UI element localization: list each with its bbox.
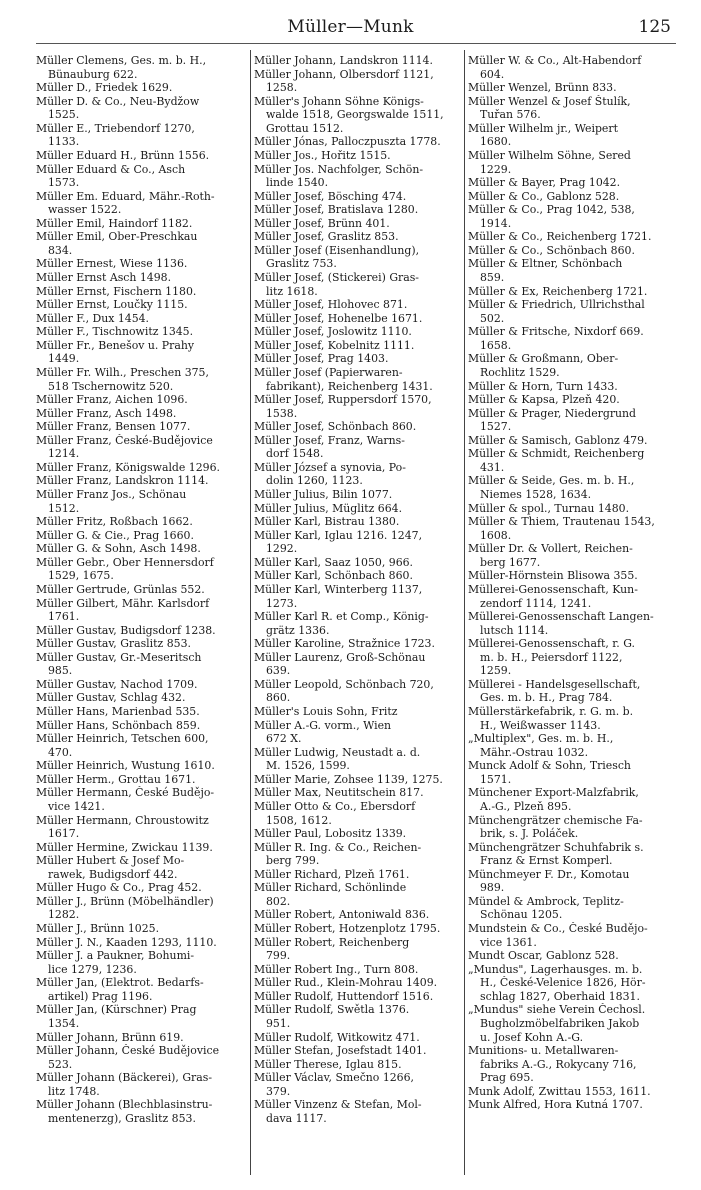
entry-continuation-line: 1680. — [480, 135, 512, 149]
directory-entry-line: Müller Heinrich, Wustung 1610. — [36, 759, 215, 773]
directory-entry-line: Müller Jan, (Kürschner) Prag — [36, 1003, 197, 1017]
directory-entry-line: Müller G. & Cie., Prag 1660. — [36, 528, 194, 542]
directory-entry-line: Müller Robert, Reichenberg — [254, 935, 410, 949]
directory-entry-line: Müller Rud., Klein-Mohrau 1409. — [254, 976, 438, 990]
directory-entry-line: Müller & Co., Prag 1042, 538, — [468, 203, 635, 217]
directory-entry-line: Müller Hermine, Zwickau 1139. — [36, 840, 213, 854]
entry-continuation-line: Bünauburg 622. — [48, 67, 138, 81]
directory-entry-line: Müller Robert, Hotzenplotz 1795. — [254, 922, 441, 935]
directory-entry-line: Müller Josef (Papierwaren- — [254, 365, 403, 379]
directory-entry-line: Müller & Fritsche, Nixdorf 669. — [468, 325, 644, 339]
directory-entry-line: Munitions- u. Metallwaren- — [468, 1044, 619, 1058]
entry-continuation-line: 1258. — [266, 81, 298, 95]
directory-entry-line: Müller & spol., Turnau 1480. — [468, 501, 630, 515]
entry-continuation-line: 1529, 1675. — [48, 569, 114, 583]
directory-entry-line: Müller J., Brünn 1025. — [36, 922, 160, 935]
directory-entry-line: Müller Wilhelm Söhne, Sered — [468, 148, 631, 162]
directory-entry-line: Müller Josef, Joslowitz 1110. — [254, 325, 412, 339]
directory-entry-line: Munck Adolf & Sohn, Triesch — [468, 759, 631, 773]
directory-entry-line: Müller Richard, Plzeň 1761. — [254, 867, 410, 881]
directory-entry-line: Müller Emil, Haindorf 1182. — [36, 216, 193, 230]
directory-entry-line: Müller & Seide, Ges. m. b. H., — [468, 474, 635, 488]
entry-continuation-line: dolin 1260, 1123. — [266, 474, 363, 488]
directory-entry-line: Müller Hubert & Josef Mo- — [36, 854, 185, 868]
directory-entry-line: Müllerei-Genossenschaft Langen- — [468, 610, 654, 624]
entry-continuation-line: wasser 1522. — [48, 203, 122, 217]
column-divider — [250, 50, 251, 1175]
entry-continuation-line: 1914. — [480, 216, 512, 230]
directory-entry-line: Müller Hermann, České Budějo- — [36, 786, 215, 800]
directory-entry-line: Müller Rudolf, Witkowitz 471. — [254, 1030, 420, 1044]
directory-entry-line: Mundt Oscar, Gablonz 528. — [468, 949, 619, 963]
directory-entry-line: Müller A.-G. vorm., Wien — [254, 718, 392, 732]
entry-continuation-line: Bugholzmöbelfabriken Jakob — [480, 1016, 640, 1030]
entry-continuation-line: u. Josef Kohn A.-G. — [480, 1030, 584, 1044]
entry-continuation-line: 860. — [266, 691, 291, 705]
directory-entry-line: Müller Gustav, Budigsdorf 1238. — [36, 623, 216, 637]
directory-entry-line: Müller Josef, Bösching 474. — [254, 189, 407, 203]
directory-entry-line: Müller Paul, Lobositz 1339. — [254, 827, 407, 841]
directory-entry-line: Müller Rudolf, Swětla 1376. — [254, 1003, 410, 1017]
directory-entry-line: Müller Leopold, Schönbach 720, — [254, 677, 434, 691]
entry-continuation-line: 1282. — [48, 908, 80, 922]
entry-continuation-line: Prag 695. — [480, 1071, 534, 1085]
directory-entry-line: Müller Ernst, Loučky 1115. — [36, 298, 188, 312]
entry-continuation-line: Schönau 1205. — [480, 908, 563, 922]
directory-entry-line: Müller Jan, (Elektrot. Bedarfs- — [36, 976, 204, 990]
directory-entry-line: Müller Franz Jos., Schönau — [36, 488, 187, 501]
directory-entry-line: Müller D. & Co., Neu-Bydžow — [36, 94, 200, 108]
directory-entry-line: Müller Robert, Antoniwald 836. — [254, 908, 430, 922]
directory-entry-line: Müller F., Dux 1454. — [36, 311, 150, 325]
entry-continuation-line: vice 1421. — [48, 799, 105, 813]
entry-continuation-line: litz 1748. — [48, 1084, 100, 1098]
directory-entry-line: Müllerei - Handelsgesellschaft, — [468, 677, 641, 691]
directory-entry-line: Müller Heinrich, Tetschen 600, — [36, 732, 209, 746]
directory-entry-line: Müller Marie, Zohsee 1139, 1275. — [254, 772, 443, 786]
entry-continuation-line: Graslitz 753. — [266, 257, 337, 271]
entry-continuation-line: 1525. — [48, 108, 80, 122]
directory-entry-line: Müller Johann, Landskron 1114. — [254, 54, 433, 67]
directory-entry-line: Müller Ernst Asch 1498. — [36, 271, 172, 284]
entry-continuation-line: 1538. — [266, 406, 298, 420]
entry-continuation-line: 1133. — [48, 135, 80, 149]
directory-entry-line: Müller Josef, Hohenelbe 1671. — [254, 311, 423, 325]
entry-continuation-line: fabrikant), Reichenberg 1431. — [266, 379, 433, 393]
entry-continuation-line: 1761. — [48, 610, 80, 624]
directory-entry-line: Müller Franz, Asch 1498. — [36, 406, 177, 420]
directory-entry-line: Müller Wilhelm jr., Weipert — [468, 121, 618, 135]
directory-entry-line: Munk Alfred, Hora Kutná 1707. — [468, 1098, 643, 1112]
directory-entry-line: Müller's Johann Söhne Königs- — [254, 94, 424, 108]
directory-entry-line: Müller Wenzel, Brünn 833. — [468, 81, 617, 95]
directory-entry-line: Müller & Ex, Reichenberg 1721. — [468, 284, 648, 298]
directory-entry-line: Mundstein & Co., České Budějo- — [468, 922, 648, 935]
directory-entry-line: Müller Josef, Franz, Warns- — [254, 433, 405, 447]
directory-entry-line: Müller József a synovia, Po- — [254, 460, 406, 474]
directory-entry-line: Müller Herm., Grottau 1671. — [36, 772, 196, 786]
entry-continuation-line: 604. — [480, 67, 505, 81]
entry-continuation-line: 518 Tschernowitz 520. — [48, 379, 174, 393]
entry-continuation-line: dorf 1548. — [266, 447, 324, 461]
directory-entry-line: Müller Stefan, Josefstadt 1401. — [254, 1044, 427, 1058]
entry-continuation-line: 1273. — [266, 596, 298, 610]
directory-entry-line: Müller Johann, Olbersdorf 1121, — [254, 67, 434, 81]
directory-entry-line: Müller & Großmann, Ober- — [468, 352, 619, 366]
directory-entry-line: Müller Ernest, Wiese 1136. — [36, 257, 188, 271]
directory-entry-line: Müller Karl, Bistrau 1380. — [254, 515, 400, 529]
directory-entry-line: Müller Ernst, Fischern 1180. — [36, 284, 197, 298]
entry-continuation-line: 502. — [480, 311, 505, 325]
directory-entry-line: Müller Laurenz, Groß-Schönau — [254, 650, 426, 664]
entry-continuation-line: Niemes 1528, 1634. — [480, 488, 592, 501]
directory-entry-line: Müller & Kapsa, Plzeň 420. — [468, 393, 620, 407]
entry-continuation-line: 834. — [48, 243, 73, 257]
directory-entry-line: Müller & Co., Reichenberg 1721. — [468, 230, 652, 244]
directory-entry-line: Müller Hans, Marienbad 535. — [36, 705, 200, 718]
entry-continuation-line: vice 1361. — [480, 935, 537, 949]
directory-entry-line: Müller Jos. Nachfolger, Schön- — [254, 162, 424, 176]
directory-entry-line: Müller Robert Ing., Turn 808. — [254, 962, 419, 976]
directory-entry-line: Müller Josef, Ruppersdorf 1570, — [254, 393, 432, 407]
directory-entry-line: Müller R. Ing. & Co., Reichen- — [254, 840, 422, 854]
directory-entry-line: Müller & Co., Gablonz 528. — [468, 189, 620, 203]
entry-continuation-line: lice 1279, 1236. — [48, 962, 137, 976]
directory-entry-line: Müller E., Triebendorf 1270, — [36, 121, 195, 135]
directory-entry-line: Müller & Co., Schönbach 860. — [468, 243, 635, 257]
directory-entry-line: Mündel & Ambrock, Teplitz- — [468, 894, 624, 908]
entry-continuation-line: Franz & Ernst Komperl. — [480, 854, 613, 868]
directory-entry-line: Müller & Friedrich, Ullrichsthal — [468, 298, 645, 312]
directory-entry-line: Müller Eduard H., Brünn 1556. — [36, 148, 210, 162]
entry-continuation-line: 470. — [48, 745, 73, 759]
directory-entry-line: Müller Karl, Schönbach 860. — [254, 569, 413, 583]
directory-entry-line: Müller Max, Neutitschein 817. — [254, 786, 424, 800]
directory-entry-line: Munk Adolf, Zwittau 1553, 1611. — [468, 1084, 651, 1098]
directory-entry-line: Münchmeyer F. Dr., Komotau — [468, 867, 630, 881]
entry-continuation-line: walde 1518, Georgswalde 1511, — [266, 108, 444, 122]
entry-continuation-line: 1214. — [48, 447, 80, 461]
entry-continuation-line: berg 1677. — [480, 555, 541, 569]
directory-entry-line: Müller-Hörnstein Blisowa 355. — [468, 569, 638, 583]
entry-continuation-line: 379. — [266, 1084, 291, 1098]
directory-entry-line: Müller Dr. & Vollert, Reichen- — [468, 542, 633, 556]
directory-entry-line: Müller Julius, Müglitz 664. — [254, 501, 403, 515]
directory-entry-line: Müller Eduard & Co., Asch — [36, 162, 186, 176]
directory-entry-line: Müller Josef, (Stickerei) Gras- — [254, 271, 419, 284]
directory-entry-line: Müller Franz, Königswalde 1296. — [36, 460, 220, 474]
directory-entry-line: Müllerei-Genossenschaft, r. G. — [468, 637, 635, 651]
directory-entry-line: Müller Josef (Eisenhandlung), — [254, 243, 420, 257]
column-middle — [254, 54, 462, 1125]
directory-entry-line: Müller Richard, Schönlinde — [254, 881, 407, 895]
entry-continuation-line: 1658. — [480, 338, 512, 352]
entry-continuation-line: Rochlitz 1529. — [480, 365, 560, 379]
directory-entry-line: Müller Josef, Hlohovec 871. — [254, 298, 408, 312]
directory-entry-line: Müller Václav, Smečno 1266, — [254, 1071, 415, 1085]
entry-continuation-line: artikel) Prag 1196. — [48, 989, 153, 1003]
entry-continuation-line: linde 1540. — [266, 176, 329, 190]
directory-entry-line: Müller Karl, Saaz 1050, 966. — [254, 555, 414, 569]
directory-entry-line: Müller Johann, Brünn 619. — [36, 1030, 184, 1044]
entry-continuation-line: 1292. — [266, 542, 298, 556]
directory-entry-line: Müller D., Friedek 1629. — [36, 81, 173, 95]
entry-continuation-line: 1617. — [48, 827, 80, 841]
entry-continuation-line: zendorf 1114, 1241. — [480, 596, 592, 610]
directory-entry-line: Müller Johann (Blechblasinstru- — [36, 1098, 213, 1112]
directory-entry-line: Müller Hermann, Chroustowitz — [36, 813, 209, 827]
entry-continuation-line: litz 1618. — [266, 284, 318, 298]
directory-entry-line: Müllerei-Genossenschaft, Kun- — [468, 582, 638, 596]
directory-entry-line: Müller Josef, Prag 1403. — [254, 352, 389, 366]
column-divider — [464, 50, 465, 1175]
directory-entry-line: „Mundus", Lagerhausges. m. b. — [468, 962, 643, 976]
directory-entry-line: Müller Emil, Ober-Preschkau — [36, 230, 198, 244]
directory-entry-line: Müller Vinzenz & Stefan, Mol- — [254, 1098, 422, 1112]
directory-entry-line: Müller Gilbert, Mähr. Karlsdorf — [36, 596, 210, 610]
directory-entry-line: Müller Hans, Schönbach 859. — [36, 718, 201, 732]
directory-entry-line: „Multiplex", Ges. m. b. H., — [468, 732, 614, 746]
entry-continuation-line: 1259. — [480, 664, 512, 678]
directory-entry-line: Müller Julius, Bilin 1077. — [254, 488, 393, 501]
entry-continuation-line: m. b. H., Peiersdorf 1122, — [480, 650, 623, 664]
entry-continuation-line: brik, s. J. Poláček. — [480, 827, 579, 841]
entry-continuation-line: H., České-Velenice 1826, Hör- — [480, 976, 646, 990]
entry-continuation-line: Tuřan 576. — [480, 108, 541, 122]
entry-continuation-line: 431. — [480, 460, 505, 474]
directory-entry-line: Müller J. N., Kaaden 1293, 1110. — [36, 935, 217, 949]
directory-entry-line: Müller Fr., Benešov u. Prahy — [36, 338, 194, 352]
entry-continuation-line: 1512. — [48, 501, 80, 515]
directory-entry-line: Müller Karl, Winterberg 1137, — [254, 582, 423, 596]
directory-entry-line: Müller F., Tischnowitz 1345. — [36, 325, 194, 339]
entry-continuation-line: H., Weißwasser 1143. — [480, 718, 601, 732]
directory-entry-line: Müller & Horn, Turn 1433. — [468, 379, 618, 393]
directory-entry-line: Müller & Samisch, Gablonz 479. — [468, 433, 648, 447]
directory-entry-line: Münchengrätzer chemische Fa- — [468, 813, 643, 827]
entry-continuation-line: Ges. m. b. H., Prag 784. — [480, 691, 613, 705]
directory-entry-line: Müller Josef, Graslitz 853. — [254, 230, 399, 244]
entry-continuation-line: 1508, 1612. — [266, 813, 332, 827]
directory-entry-line: Müller W. & Co., Alt-Habendorf — [468, 54, 642, 67]
directory-entry-line: Müller Gustav, Gr.-Meseritsch — [36, 650, 202, 664]
entry-continuation-line: 859. — [480, 271, 505, 284]
entry-continuation-line: 1229. — [480, 162, 512, 176]
directory-entry-line: Müller Gustav, Graslitz 853. — [36, 637, 191, 651]
entry-continuation-line: fabriks A.-G., Rokycany 716, — [480, 1057, 637, 1071]
directory-entry-line: Müller Therese, Iglau 815. — [254, 1057, 402, 1071]
entry-continuation-line: berg 799. — [266, 854, 320, 868]
entry-continuation-line: 802. — [266, 894, 291, 908]
directory-entry-line: Müller Jónas, Palloczpuszta 1778. — [254, 135, 441, 149]
entry-continuation-line: 1527. — [480, 420, 512, 434]
directory-entry-line: Müller J., Brünn (Möbelhändler) — [36, 894, 214, 908]
directory-entry-line: Müller & Schmidt, Reichenberg — [468, 447, 645, 461]
directory-entry-line: Müller Johann, České Budějovice — [36, 1044, 220, 1058]
directory-entry-line: Münchengrätzer Schuhfabrik s. — [468, 840, 644, 854]
directory-entry-line: Müller Josef, Bratislava 1280. — [254, 203, 419, 217]
directory-entry-line: Müller Ludwig, Neustadt a. d. — [254, 745, 421, 759]
directory-entry-line: Müller Gertrude, Grünlas 552. — [36, 582, 205, 596]
directory-entry-line: Müller Rudolf, Huttendorf 1516. — [254, 989, 434, 1003]
header-rule — [36, 43, 676, 44]
directory-entry-line: Müller Franz, Landskron 1114. — [36, 474, 209, 488]
directory-entry-line: Müller Franz, Bensen 1077. — [36, 420, 191, 434]
directory-entry-line: Müllerstärkefabrik, r. G. m. b. — [468, 705, 634, 718]
directory-entry-line: Müller Karl, Iglau 1216. 1247, — [254, 528, 423, 542]
directory-entry-line: Müller Karl R. et Comp., König- — [254, 610, 429, 624]
directory-entry-line: Müller Jos., Hořitz 1515. — [254, 148, 391, 162]
directory-entry-line: Müller & Prager, Niedergrund — [468, 406, 637, 420]
directory-entry-line: Müller & Thiem, Trautenau 1543, — [468, 515, 655, 529]
directory-entry-line: Müller Otto & Co., Ebersdorf — [254, 799, 416, 813]
directory-entry-line: Müller Josef, Schönbach 860. — [254, 420, 417, 434]
directory-entry-line: Müller Josef, Brünn 401. — [254, 216, 390, 230]
directory-entry-line: Müller Franz, Aichen 1096. — [36, 393, 188, 407]
entry-continuation-line: 799. — [266, 949, 291, 963]
directory-entry-line: Müller Em. Eduard, Mähr.-Roth- — [36, 189, 215, 203]
entry-continuation-line: 1573. — [48, 176, 80, 190]
directory-entry-line: Müller Josef, Kobelnitz 1111. — [254, 338, 415, 352]
directory-entry-line: Müller G. & Sohn, Asch 1498. — [36, 542, 201, 556]
directory-entry-line: Müller J. a Paukner, Bohumi- — [36, 949, 195, 963]
directory-entry-line: Müller Johann (Bäckerei), Gras- — [36, 1071, 213, 1085]
directory-entry-line: Müller Gustav, Nachod 1709. — [36, 677, 198, 691]
entry-continuation-line: 1608. — [480, 528, 512, 542]
entry-continuation-line: 1449. — [48, 352, 80, 366]
directory-entry-line: Müller Fritz, Roßbach 1662. — [36, 515, 193, 529]
directory-entry-line: Müller's Louis Sohn, Fritz — [254, 705, 398, 718]
directory-entry-line: Müller Gebr., Ober Hennersdorf — [36, 555, 214, 569]
directory-entry-line: „Mundus" siehe Verein Čechosl. — [468, 1003, 646, 1017]
directory-entry-line: Müller Karoline, Stražnice 1723. — [254, 637, 435, 651]
directory-entry-line: Müller & Bayer, Prag 1042. — [468, 176, 621, 190]
entry-continuation-line: 639. — [266, 664, 291, 678]
entry-continuation-line: 989. — [480, 881, 505, 895]
entry-continuation-line: A.-G., Plzeň 895. — [480, 799, 572, 813]
directory-entry-line: Müller Gustav, Schlag 432. — [36, 691, 186, 705]
entry-continuation-line: 1354. — [48, 1016, 80, 1030]
entry-continuation-line: 523. — [48, 1057, 73, 1071]
entry-continuation-line: lutsch 1114. — [480, 623, 549, 637]
directory-entry-line: Müller Franz, České-Budějovice — [36, 433, 213, 447]
page-title: Müller—Munk — [287, 17, 414, 37]
column-right — [468, 54, 678, 1112]
entry-continuation-line: schlag 1827, Oberhaid 1831. — [480, 989, 640, 1003]
entry-continuation-line: 672 X. — [266, 732, 302, 746]
entry-continuation-line: Grottau 1512. — [266, 121, 344, 135]
entry-continuation-line: dava 1117. — [266, 1111, 327, 1125]
directory-entry-line: Müller Hugo & Co., Prag 452. — [36, 881, 202, 895]
directory-entry-line: Müller Fr. Wilh., Preschen 375, — [36, 365, 209, 379]
entry-continuation-line: M. 1526, 1599. — [266, 759, 350, 773]
entry-continuation-line: Mähr.-Ostrau 1032. — [480, 745, 589, 759]
entry-continuation-line: mentenerzg), Graslitz 853. — [48, 1111, 196, 1125]
entry-continuation-line: rawek, Budigsdorf 442. — [48, 867, 178, 881]
page-number: 125 — [638, 17, 671, 37]
entry-continuation-line: grätz 1336. — [266, 623, 330, 637]
entry-continuation-line: 985. — [48, 664, 73, 678]
directory-entry-line: Müller Clemens, Ges. m. b. H., — [36, 54, 207, 67]
directory-entry-line: Müller & Eltner, Schönbach — [468, 257, 623, 271]
column-left — [36, 54, 248, 1125]
entry-continuation-line: 951. — [266, 1016, 291, 1030]
directory-entry-line: Müller Wenzel & Josef Štulík, — [468, 94, 631, 108]
entry-continuation-line: 1571. — [480, 772, 512, 786]
directory-entry-line: Münchener Export-Malzfabrik, — [468, 786, 639, 800]
